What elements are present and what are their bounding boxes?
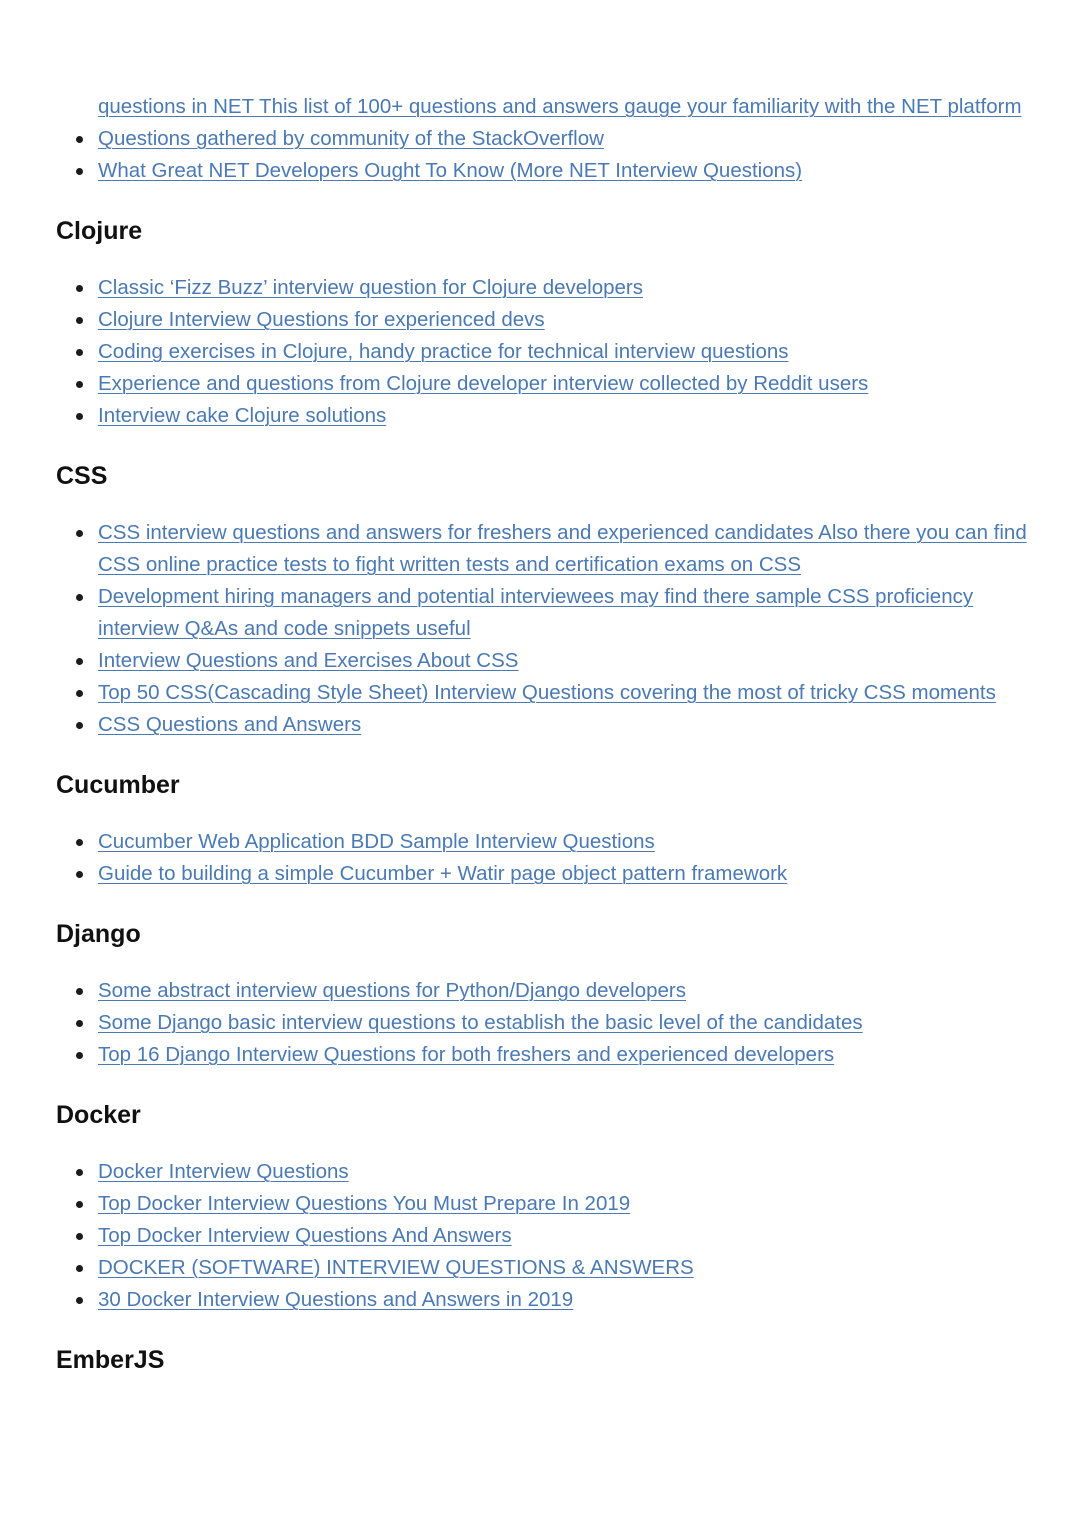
link-stackoverflow-questions[interactable]: Questions gathered by community of the StackOverflow (98, 127, 604, 150)
css-link-list (56, 517, 1030, 741)
link-item[interactable]: Development hiring managers and potential interviewees may find there sample CSS proficiency interview Q&As and code snippets useful (98, 585, 974, 640)
bullet-icon (76, 530, 83, 537)
bullet-icon (76, 285, 83, 292)
list-item (56, 517, 1030, 581)
bullet-icon (76, 658, 83, 665)
link-item[interactable]: Experience and questions from Clojure developer interview collected by Reddit users (98, 372, 869, 395)
section-heading: Django (56, 920, 141, 948)
list-item (56, 677, 1030, 709)
list-item (56, 123, 1030, 155)
list-item (56, 400, 1030, 432)
link-item[interactable]: Clojure Interview Questions for experienced devs (98, 308, 545, 331)
list-item (56, 645, 1030, 677)
link-item[interactable]: Interview cake Clojure solutions (98, 404, 387, 427)
bullet-icon (76, 1265, 83, 1272)
list-item (56, 155, 1030, 187)
section-django (56, 919, 1030, 1071)
list-item (56, 1156, 1030, 1188)
django-link-list (56, 975, 1030, 1071)
section-heading: Docker (56, 1101, 141, 1129)
link-item[interactable]: Top 16 Django Interview Questions for both freshers and experienced developers (98, 1043, 835, 1066)
section-css (56, 461, 1030, 741)
bullet-icon (76, 1201, 83, 1208)
link-item[interactable]: Classic ‘Fizz Buzz’ interview question for Clojure developers (98, 276, 643, 299)
list-item (56, 858, 1030, 890)
list-item (56, 1252, 1030, 1284)
link-item[interactable]: Guide to building a simple Cucumber + Watir page object pattern framework (98, 862, 788, 885)
section-cucumber (56, 770, 1030, 890)
list-item (56, 304, 1030, 336)
list-item (56, 1188, 1030, 1220)
list-item (56, 709, 1030, 741)
clojure-link-list (56, 272, 1030, 432)
link-item[interactable]: DOCKER (SOFTWARE) INTERVIEW QUESTIONS & ANSWERS (98, 1256, 694, 1279)
bullet-icon (76, 988, 83, 995)
link-great-net-developers[interactable]: What Great NET Developers Ought To Know (More NET Interview Questions) (98, 159, 803, 182)
link-item[interactable]: Cucumber Web Application BDD Sample Interview Questions (98, 830, 655, 853)
list-item (56, 1039, 1030, 1071)
docker-link-list (56, 1156, 1030, 1316)
section-clojure (56, 216, 1030, 432)
link-item[interactable]: 30 Docker Interview Questions and Answers in 2019 (98, 1288, 574, 1311)
list-item (56, 336, 1030, 368)
list-item (56, 975, 1030, 1007)
list-item (56, 368, 1030, 400)
list-item (56, 272, 1030, 304)
bullet-icon (76, 1020, 83, 1027)
list-item (56, 1220, 1030, 1252)
link-dotnet-100-questions[interactable]: questions in NET This list of 100+ questions and answers gauge your familiarity with the NET platform (98, 95, 1022, 118)
bullet-icon (76, 349, 83, 356)
bullet-icon (76, 871, 83, 878)
section-heading: Cucumber (56, 771, 180, 799)
list-item (56, 91, 1030, 123)
bullet-icon (76, 1169, 83, 1176)
list-item (56, 581, 1030, 645)
section-docker (56, 1100, 1030, 1316)
bullet-icon (76, 1233, 83, 1240)
cucumber-link-list (56, 826, 1030, 890)
bullet-icon (76, 594, 83, 601)
bullet-icon (76, 1052, 83, 1059)
link-item[interactable]: Coding exercises in Clojure, handy practice for technical interview questions (98, 340, 789, 363)
list-item (56, 826, 1030, 858)
bullet-icon (76, 1297, 83, 1304)
link-item[interactable]: CSS Questions and Answers (98, 713, 362, 736)
link-item[interactable]: Top 50 CSS(Cascading Style Sheet) Interview Questions covering the most of tricky CSS moments (98, 681, 996, 704)
bullet-icon (76, 381, 83, 388)
bullet-icon (76, 839, 83, 846)
link-item[interactable]: Some abstract interview questions for Python/Django developers (98, 979, 686, 1002)
section-heading: CSS (56, 462, 108, 490)
link-item[interactable]: Docker Interview Questions (98, 1160, 349, 1183)
list-item (56, 1284, 1030, 1316)
section-heading: EmberJS (56, 1346, 165, 1374)
bullet-icon (76, 136, 83, 143)
link-item[interactable]: CSS interview questions and answers for freshers and experienced candidates Also there you can find CSS online practice tests to fight written tests and certification exams on CSS (98, 521, 1027, 576)
bullet-icon (76, 722, 83, 729)
bullet-icon (76, 168, 83, 175)
link-item[interactable]: Some Django basic interview questions to establish the basic level of the candidates (98, 1011, 863, 1034)
dotnet-link-list (56, 91, 1030, 187)
link-item[interactable]: Top Docker Interview Questions You Must Prepare In 2019 (98, 1192, 631, 1215)
link-item[interactable]: Interview Questions and Exercises About CSS (98, 649, 519, 672)
link-item[interactable]: Top Docker Interview Questions And Answers (98, 1224, 512, 1247)
bullet-icon (76, 413, 83, 420)
section-heading: Clojure (56, 217, 143, 245)
bullet-icon (76, 317, 83, 324)
list-item (56, 1007, 1030, 1039)
bullet-icon (76, 690, 83, 697)
section-emberjs (56, 1345, 1030, 1375)
